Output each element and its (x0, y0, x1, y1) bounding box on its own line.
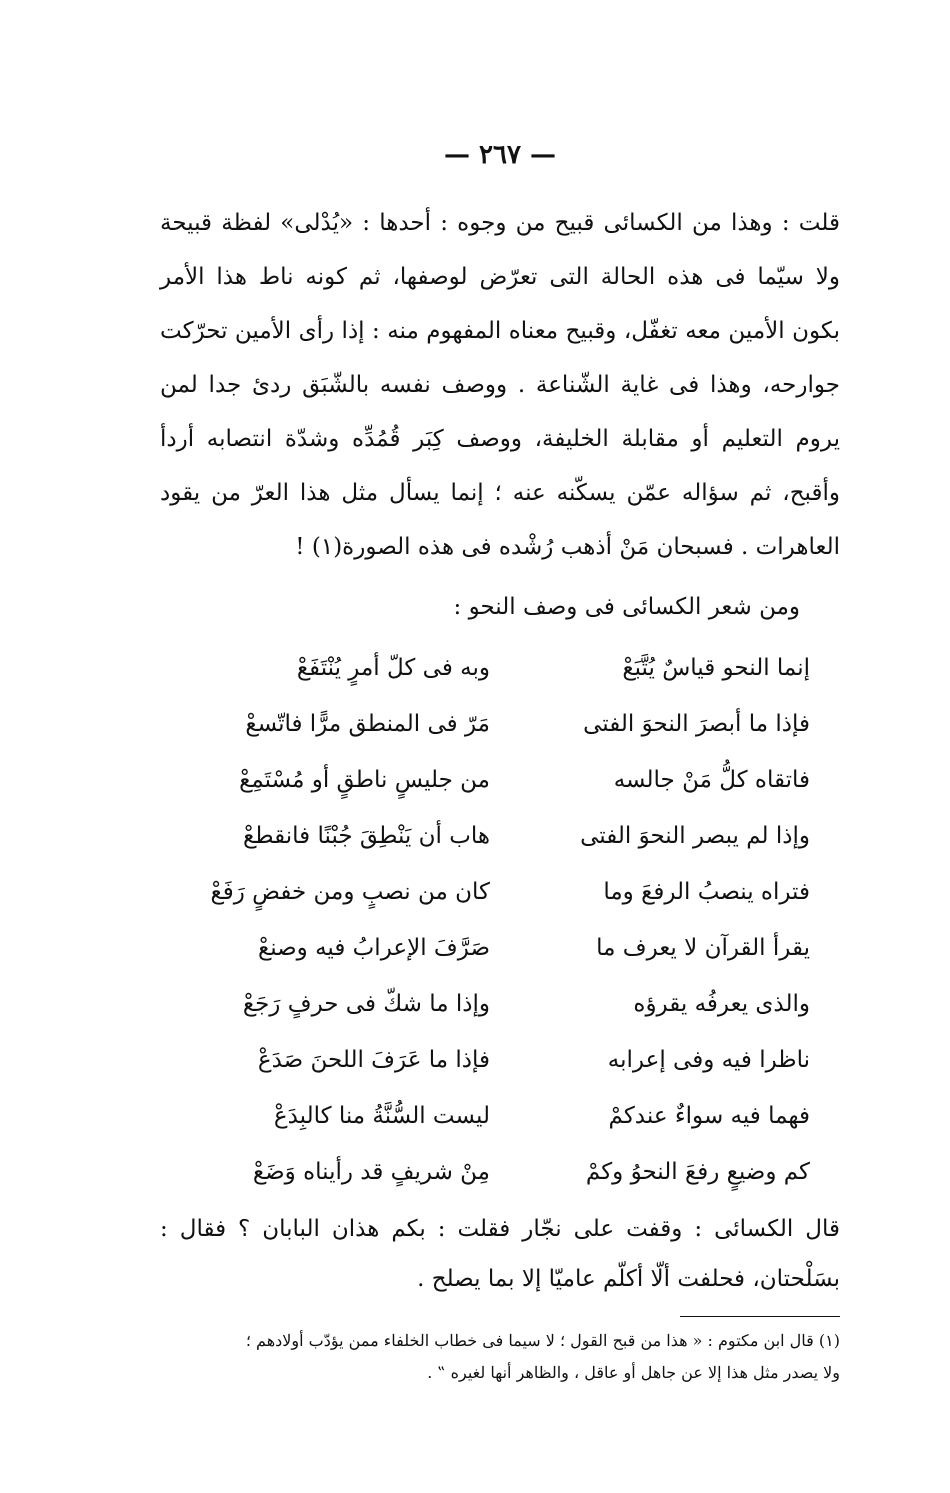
verse-first-hemistich: يقرأ القرآن لا يعرف ما (596, 935, 810, 961)
verse-second-hemistich: مَرّ فى المنطق مرًّا فاتّسعْ (245, 711, 490, 737)
verse-second-hemistich: فإذا ما عَرَفَ اللحنَ صَدَعْ (257, 1047, 490, 1073)
poem-verse (160, 696, 840, 752)
verse-first-hemistich: والذى يعرفُه يقرؤه (633, 991, 810, 1017)
poem-verse (160, 1144, 840, 1200)
verse-first-hemistich: فاتقاه كلُّ مَنْ جالسه (613, 767, 810, 793)
verse-second-hemistich: كان من نصبٍ ومن خفضٍ رَفَعْ (210, 879, 490, 905)
verse-first-hemistich: وإذا لم يبصر النحوَ الفتى (580, 823, 810, 849)
main-paragraph: قلت : وهذا من الكسائى قبيح من وجوه : أحدها : «يُدْلى» لفظة قبيحة ولا سيّما فى هذه الحالة التى تعرّض لوصفها، ثم كونه ناط هذا الأمر بكون الأمين معه تغفّل، وقبيح معناه المفهوم منه : إذا رأى الأمين تحرّكت جوارحه، وهذا فى غاية الشّناعة . ووصف نفسه بالشّبَق ردئ جدا لمن يروم التعليم أو مقابلة الخليفة، ووصف كِبَر قُمُدِّه وشدّة انتصابه أردأ وأقبح، ثم سؤاله عمّن يسكّنه عنه ؛ إنما يسأل مثل هذا العرّ من يقود العاهرات . فسبحان مَنْ أذهب رُشْده فى هذه الصورة(١) ! (160, 210, 840, 560)
verse-second-hemistich: من جليسٍ ناطقٍ أو مُسْتَمِعْ (239, 767, 490, 793)
footnote-line: ولا يصدر مثل هذا إلا عن جاهل أو عاقل ، والظاهر أنها لغيره ‟ . (427, 1363, 840, 1382)
poem (160, 640, 840, 1200)
verse-second-hemistich: هاب أن يَنْطِقَ جُبْنًا فانقطعْ (243, 823, 490, 849)
footnote-divider (680, 1316, 840, 1317)
verse-second-hemistich: مِنْ شريفٍ قد رأيناه وَضَعْ (252, 1159, 490, 1185)
verse-first-hemistich: فإذا ما أبصرَ النحوَ الفتى (583, 711, 810, 737)
poem-verse (160, 864, 840, 920)
book-page (160, 140, 840, 1389)
verse-second-hemistich: صَرَّفَ الإعرابُ فيه وصنعْ (257, 935, 490, 961)
footnote-line: (١) قال ابن مكتوم : « هذا من قبح القول ؛ لا سيما فى خطاب الخلفاء ممن يؤدّب أولادهم ؛ (245, 1331, 840, 1350)
poem-verse (160, 752, 840, 808)
poem-verse (160, 808, 840, 864)
poem-verse (160, 1032, 840, 1088)
verse-first-hemistich: إنما النحو قياسٌ يُتَّبَعْ (622, 655, 810, 681)
poem-verse (160, 976, 840, 1032)
poem-verse (160, 1088, 840, 1144)
closing-paragraph: قال الكسائى : وقفت على نجّار فقلت : بكم هذان البابان ؟ فقال : بسَلْحتان، فحلفت ألّا أكلّم عاميّا إلا بما يصلح . (160, 1216, 840, 1292)
verse-second-hemistich: وبه فى كلّ أمرٍ يُنْتَفَعْ (296, 655, 490, 681)
poem-verse (160, 640, 840, 696)
poem-intro: ومن شعر الكسائى فى وصف النحو : (453, 594, 800, 620)
poem-verse (160, 920, 840, 976)
verse-second-hemistich: ليست السُّنَّةُ منا كالبِدَعْ (273, 1103, 490, 1129)
verse-first-hemistich: ناظرا فيه وفى إعرابه (607, 1047, 810, 1073)
verse-first-hemistich: فتراه ينصبُ الرفعَ وما (603, 879, 810, 905)
verse-first-hemistich: كم وضيعٍ رفعَ النحوُ وكمْ (585, 1159, 810, 1185)
verse-first-hemistich: فهما فيه سواءٌ عندكمْ (608, 1103, 810, 1129)
page-number: — ٢٦٧ — (443, 140, 557, 170)
verse-second-hemistich: وإذا ما شكّ فى حرفٍ رَجَعْ (242, 991, 490, 1017)
